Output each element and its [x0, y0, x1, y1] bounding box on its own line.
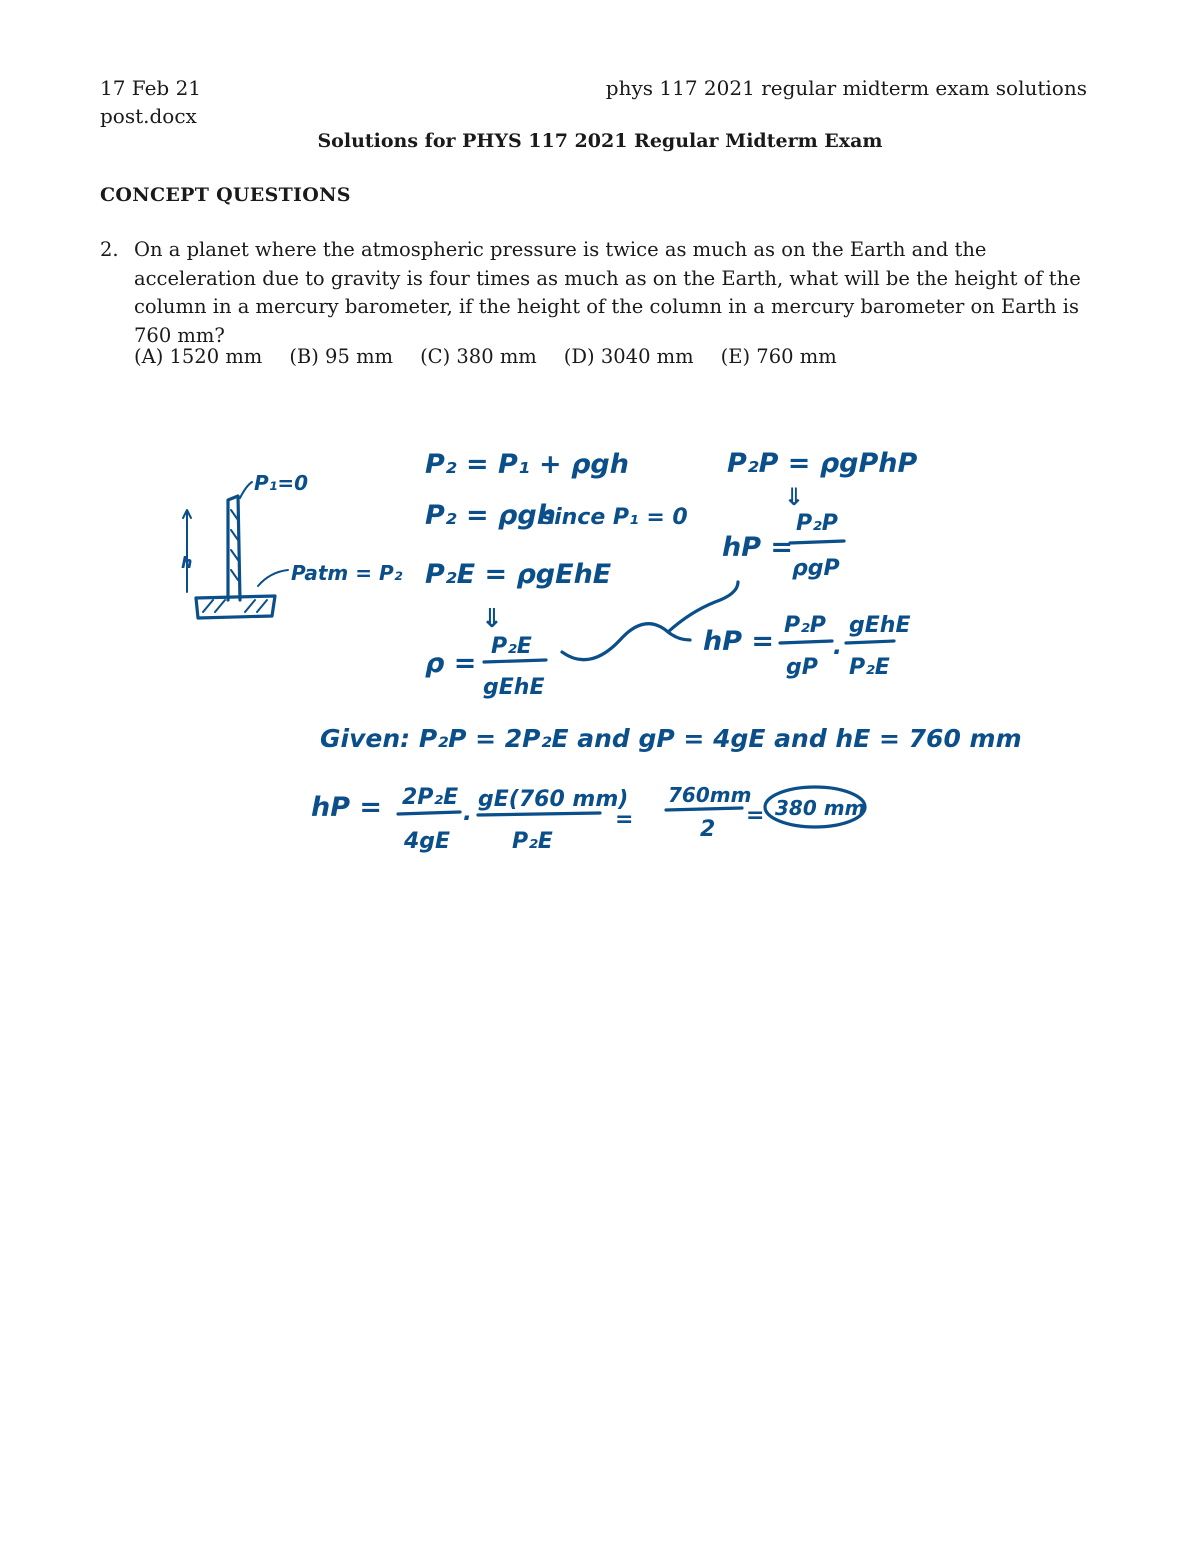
eq-planet: P₂P = ρgPhP: [727, 448, 918, 479]
final-equals-1: =: [615, 807, 634, 832]
eq-earth: P₂E = ρgEhE: [425, 559, 612, 590]
final-equals-2: =: [746, 803, 765, 828]
hp2-f1-bar: [780, 641, 832, 643]
eq-pressure-simplified: P₂ = ρgh: [425, 500, 556, 531]
final-dot: ·: [462, 804, 472, 832]
question-text: On a planet where the atmospheric pressure is twice as much as on the Earth and the acceleration due to gravity is four times as much as on the Earth, what will be the height of the column in a mercury barometer, if the height of the column in a mercury barometer on Earth is 760 mm?: [134, 238, 1081, 347]
final-f3-bar: [666, 808, 742, 810]
down-arrow-2: ⇓: [784, 483, 805, 511]
down-arrow-1: ⇓: [481, 604, 503, 634]
hp-fraction-bar: [790, 541, 844, 543]
choice-c: (C) 380 mm: [420, 345, 537, 368]
patm-label: Patm = P₂: [291, 561, 403, 585]
final-f1-bar: [398, 812, 460, 814]
final-answer: 380 mm: [775, 796, 866, 820]
hp-numerator: P₂P: [796, 511, 838, 536]
barometer-diagram: [181, 471, 403, 618]
final-f1-numerator: 2P₂E: [402, 785, 459, 810]
hp-lhs: hP =: [722, 532, 794, 563]
header-filename: post.docx: [100, 104, 197, 128]
rho-numerator: P₂E: [491, 634, 532, 659]
patm-leader-line: [258, 570, 288, 586]
hp2-f2-numerator: gEhE: [849, 613, 911, 638]
rho-lhs: ρ =: [425, 648, 477, 679]
eq-hydrostatic: P₂ = P₁ + ρgh: [425, 449, 629, 480]
hp2-lhs: hP =: [703, 626, 775, 657]
given-line: Given: P₂P = 2P₂E and gP = 4gE and hE = 760 mm: [320, 724, 1022, 753]
final-f1-denominator: 4gE: [404, 829, 451, 854]
section-heading: CONCEPT QUESTIONS: [100, 184, 351, 206]
rho-fraction-bar: [484, 660, 546, 662]
choice-e: (E) 760 mm: [720, 345, 837, 368]
hp2-f2-bar: [846, 641, 894, 643]
hp2-f1-denominator: gP: [786, 655, 818, 680]
final-f2-numerator: gE(760 mm): [478, 787, 629, 812]
hp-denominator: ρgP: [792, 556, 840, 581]
final-f2-denominator: P₂E: [512, 829, 553, 854]
p1-label: P₁=0: [254, 471, 309, 495]
dish-hatching: [203, 600, 267, 612]
final-f3-denominator: 2: [700, 817, 716, 842]
hp2-f2-denominator: P₂E: [849, 655, 890, 680]
final-f2-bar: [478, 813, 600, 815]
choice-a: (A) 1520 mm: [134, 345, 263, 368]
document-title: Solutions for PHYS 117 2021 Regular Midterm Exam: [317, 130, 883, 152]
height-arrow: [183, 510, 191, 592]
eq-since-note: since P₁ = 0: [541, 505, 688, 530]
height-label: h: [181, 553, 193, 572]
question-number: 2.: [100, 238, 119, 261]
final-f3-numerator: 760mm: [668, 783, 752, 807]
header-course-title: phys 117 2021 regular midterm exam solutions: [605, 76, 1087, 100]
final-lhs: hP =: [311, 792, 383, 823]
rho-denominator: gEhE: [483, 675, 545, 700]
choice-d: (D) 3040 mm: [563, 345, 694, 368]
hp2-f1-numerator: P₂P: [784, 613, 826, 638]
p1-leader-line: [240, 482, 252, 498]
barometer-tube: [228, 496, 240, 600]
header-date: 17 Feb 21: [100, 76, 202, 100]
choice-b: (B) 95 mm: [289, 345, 394, 368]
hp2-dot: ·: [832, 638, 842, 666]
